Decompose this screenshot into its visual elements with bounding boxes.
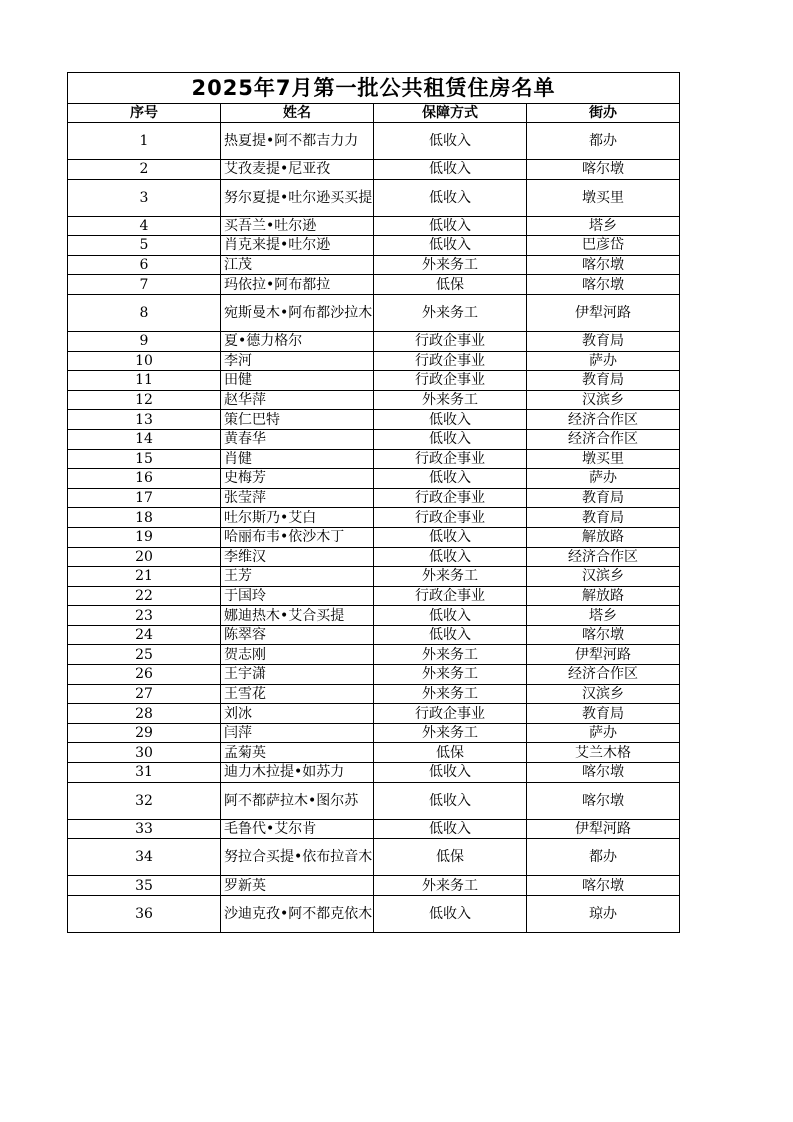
row-type: 行政企事业 [374, 586, 527, 606]
row-name: 李河 [221, 351, 374, 371]
row-type: 低收入 [374, 123, 527, 160]
row-index: 25 [68, 645, 221, 665]
row-type: 外来务工 [374, 255, 527, 275]
row-name: 宛斯曼木•阿布都沙拉木 [221, 294, 374, 331]
row-type: 低收入 [374, 160, 527, 180]
row-type: 低收入 [374, 527, 527, 547]
row-district: 伊犁河路 [527, 645, 680, 665]
table-row [68, 567, 680, 587]
row-district: 喀尔墩 [527, 763, 680, 783]
row-name: 赵华萍 [221, 390, 374, 410]
row-district: 汉滨乡 [527, 390, 680, 410]
row-type: 行政企事业 [374, 331, 527, 351]
row-type: 行政企事业 [374, 351, 527, 371]
row-index: 33 [68, 819, 221, 839]
row-type: 低收入 [374, 625, 527, 645]
row-index: 23 [68, 606, 221, 626]
table-row [68, 606, 680, 626]
row-index: 15 [68, 449, 221, 469]
row-district: 伊犁河路 [527, 294, 680, 331]
table-row [68, 469, 680, 489]
table-row [68, 255, 680, 275]
row-district: 都办 [527, 123, 680, 160]
row-index: 16 [68, 469, 221, 489]
table-row [68, 527, 680, 547]
row-name: 迪力木拉提•如苏力 [221, 763, 374, 783]
table-row [68, 763, 680, 783]
row-name: 吐尔斯乃•艾白 [221, 508, 374, 528]
row-type: 外来务工 [374, 567, 527, 587]
row-name: 艾孜麦提•尼亚孜 [221, 160, 374, 180]
row-name: 闫萍 [221, 723, 374, 743]
row-district: 喀尔墩 [527, 782, 680, 819]
row-index: 20 [68, 547, 221, 567]
roster-sheet [67, 72, 679, 933]
row-type: 低收入 [374, 606, 527, 626]
row-name: 孟菊英 [221, 743, 374, 763]
table-row [68, 123, 680, 160]
row-type: 行政企事业 [374, 449, 527, 469]
row-name: 张莹萍 [221, 488, 374, 508]
header-district: 街办 [527, 104, 680, 123]
row-type: 外来务工 [374, 390, 527, 410]
row-index: 9 [68, 331, 221, 351]
row-index: 28 [68, 704, 221, 724]
row-index: 7 [68, 275, 221, 295]
row-name: 买吾兰•吐尔逊 [221, 216, 374, 236]
row-name: 江茂 [221, 255, 374, 275]
row-name: 娜迪热木•艾合买提 [221, 606, 374, 626]
row-name: 刘冰 [221, 704, 374, 724]
row-district: 艾兰木格 [527, 743, 680, 763]
table-row [68, 429, 680, 449]
row-district: 教育局 [527, 704, 680, 724]
row-district: 经济合作区 [527, 547, 680, 567]
row-index: 24 [68, 625, 221, 645]
header-name: 姓名 [221, 104, 374, 123]
row-index: 36 [68, 895, 221, 932]
table-row [68, 782, 680, 819]
row-district: 教育局 [527, 371, 680, 391]
table-row [68, 351, 680, 371]
table-row [68, 625, 680, 645]
row-district: 喀尔墩 [527, 625, 680, 645]
row-index: 13 [68, 410, 221, 430]
row-index: 12 [68, 390, 221, 410]
row-name: 努拉合买提•依布拉音木 [221, 839, 374, 876]
row-type: 低收入 [374, 819, 527, 839]
row-index: 19 [68, 527, 221, 547]
row-name: 王宇潇 [221, 665, 374, 685]
row-type: 外来务工 [374, 665, 527, 685]
row-type: 外来务工 [374, 645, 527, 665]
row-district: 喀尔墩 [527, 876, 680, 896]
row-name: 努尔夏提•吐尔逊买买提 [221, 179, 374, 216]
row-name: 贺志刚 [221, 645, 374, 665]
table-row [68, 449, 680, 469]
row-name: 田健 [221, 371, 374, 391]
table-row [68, 684, 680, 704]
row-type: 外来务工 [374, 723, 527, 743]
row-type: 低收入 [374, 763, 527, 783]
table-row [68, 839, 680, 876]
row-type: 低收入 [374, 469, 527, 489]
roster-table [67, 72, 680, 933]
row-index: 6 [68, 255, 221, 275]
row-type: 低收入 [374, 236, 527, 256]
row-index: 27 [68, 684, 221, 704]
row-district: 萨办 [527, 469, 680, 489]
row-type: 低收入 [374, 216, 527, 236]
row-index: 3 [68, 179, 221, 216]
row-index: 31 [68, 763, 221, 783]
table-row [68, 819, 680, 839]
row-district: 塔乡 [527, 606, 680, 626]
table-row [68, 488, 680, 508]
row-district: 墩买里 [527, 179, 680, 216]
table-row [68, 895, 680, 932]
table-row [68, 665, 680, 685]
row-district: 喀尔墩 [527, 160, 680, 180]
row-district: 经济合作区 [527, 429, 680, 449]
row-index: 5 [68, 236, 221, 256]
row-district: 教育局 [527, 508, 680, 528]
row-index: 10 [68, 351, 221, 371]
row-index: 14 [68, 429, 221, 449]
row-index: 2 [68, 160, 221, 180]
row-index: 11 [68, 371, 221, 391]
row-district: 萨办 [527, 351, 680, 371]
table-row [68, 547, 680, 567]
row-district: 经济合作区 [527, 410, 680, 430]
row-type: 外来务工 [374, 876, 527, 896]
row-name: 热夏提•阿不都吉力力 [221, 123, 374, 160]
document-title: 2025年7月第一批公共租赁住房名单 [68, 73, 680, 104]
table-row [68, 331, 680, 351]
row-index: 4 [68, 216, 221, 236]
row-type: 低收入 [374, 782, 527, 819]
row-index: 26 [68, 665, 221, 685]
table-row [68, 371, 680, 391]
row-name: 夏•德力格尔 [221, 331, 374, 351]
row-type: 低收入 [374, 179, 527, 216]
row-index: 34 [68, 839, 221, 876]
row-name: 策仁巴特 [221, 410, 374, 430]
row-district: 经济合作区 [527, 665, 680, 685]
row-index: 21 [68, 567, 221, 587]
row-district: 汉滨乡 [527, 567, 680, 587]
row-district: 解放路 [527, 527, 680, 547]
row-name: 于国玲 [221, 586, 374, 606]
table-row [68, 216, 680, 236]
table-row [68, 743, 680, 763]
row-type: 行政企事业 [374, 704, 527, 724]
row-name: 毛鲁代•艾尔肯 [221, 819, 374, 839]
row-index: 1 [68, 123, 221, 160]
row-name: 陈翠容 [221, 625, 374, 645]
row-district: 琼办 [527, 895, 680, 932]
header-index: 序号 [68, 104, 221, 123]
row-type: 低保 [374, 275, 527, 295]
row-name: 史梅芳 [221, 469, 374, 489]
row-type: 低收入 [374, 429, 527, 449]
row-type: 低收入 [374, 895, 527, 932]
row-district: 教育局 [527, 331, 680, 351]
table-row [68, 160, 680, 180]
row-index: 30 [68, 743, 221, 763]
table-row [68, 704, 680, 724]
row-index: 18 [68, 508, 221, 528]
row-district: 墩买里 [527, 449, 680, 469]
row-district: 萨办 [527, 723, 680, 743]
row-name: 罗新英 [221, 876, 374, 896]
row-district: 喀尔墩 [527, 275, 680, 295]
row-name: 肖健 [221, 449, 374, 469]
row-type: 行政企事业 [374, 488, 527, 508]
row-index: 29 [68, 723, 221, 743]
row-district: 解放路 [527, 586, 680, 606]
row-district: 喀尔墩 [527, 255, 680, 275]
row-index: 22 [68, 586, 221, 606]
row-type: 外来务工 [374, 294, 527, 331]
table-row [68, 410, 680, 430]
table-row [68, 586, 680, 606]
table-row [68, 275, 680, 295]
row-type: 低保 [374, 839, 527, 876]
table-row [68, 645, 680, 665]
row-index: 8 [68, 294, 221, 331]
header-row [68, 104, 680, 123]
row-index: 32 [68, 782, 221, 819]
row-name: 王芳 [221, 567, 374, 587]
row-type: 低收入 [374, 547, 527, 567]
table-row [68, 294, 680, 331]
row-district: 伊犁河路 [527, 819, 680, 839]
row-name: 王雪花 [221, 684, 374, 704]
table-row [68, 179, 680, 216]
row-district: 教育局 [527, 488, 680, 508]
row-type: 行政企事业 [374, 508, 527, 528]
row-name: 阿不都萨拉木•图尔苏 [221, 782, 374, 819]
table-row [68, 723, 680, 743]
row-name: 玛依拉•阿布都拉 [221, 275, 374, 295]
row-district: 巴彦岱 [527, 236, 680, 256]
row-name: 黄春华 [221, 429, 374, 449]
row-district: 都办 [527, 839, 680, 876]
table-row [68, 876, 680, 896]
row-type: 低收入 [374, 410, 527, 430]
row-type: 行政企事业 [374, 371, 527, 391]
row-district: 塔乡 [527, 216, 680, 236]
row-index: 17 [68, 488, 221, 508]
table-row [68, 236, 680, 256]
table-row [68, 390, 680, 410]
row-name: 李维汉 [221, 547, 374, 567]
row-index: 35 [68, 876, 221, 896]
row-name: 沙迪克孜•阿不都克依木 [221, 895, 374, 932]
row-name: 哈丽布韦•依沙木丁 [221, 527, 374, 547]
row-type: 低保 [374, 743, 527, 763]
row-type: 外来务工 [374, 684, 527, 704]
row-district: 汉滨乡 [527, 684, 680, 704]
row-name: 肖克来提•吐尔逊 [221, 236, 374, 256]
table-row [68, 508, 680, 528]
header-type: 保障方式 [374, 104, 527, 123]
